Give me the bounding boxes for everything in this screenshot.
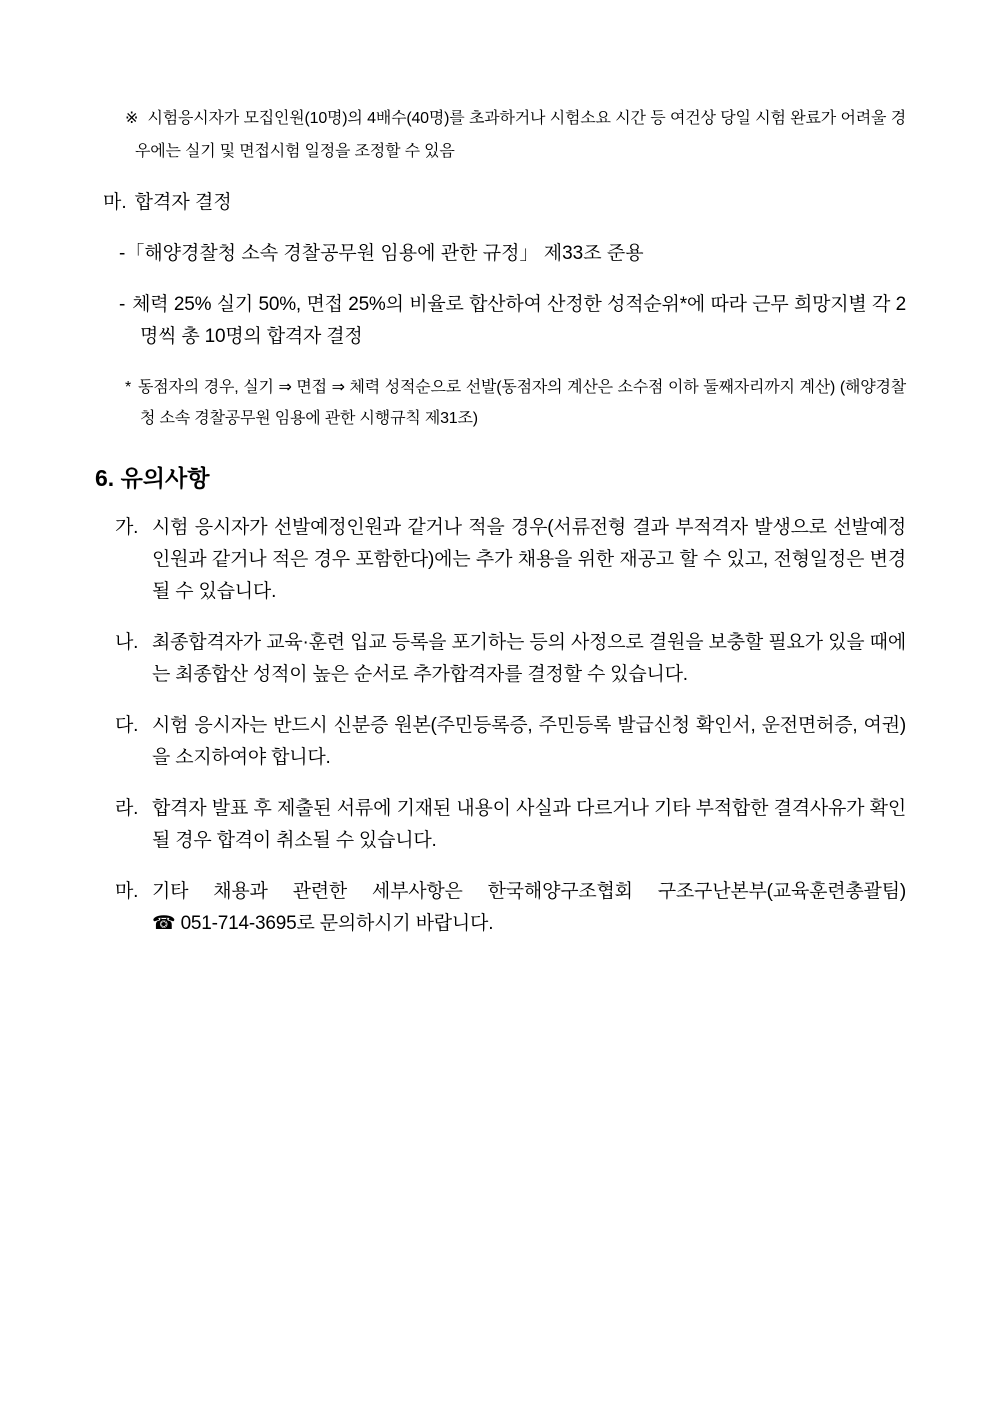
notice-item-text: 시험 응시자는 반드시 신분증 원본(주민등록증, 주민등록 발급신청 확인서, 운전면허증, 여권)을 소지하여야 합니다.: [152, 715, 906, 768]
phone-tail-text: 문의하시기 바랍니다.: [319, 913, 494, 934]
notice-item: [115, 512, 906, 608]
sub-item-text: 체력 25% 실기 50%, 면접 25%의 비율로 합산하여 산정한 성적순위*에 따라 근무 희망지별 각 2명씩 총 10명의 합격자 결정: [132, 294, 906, 347]
dash-bullet: -: [119, 243, 126, 264]
phone-icon: ☎: [152, 913, 176, 934]
section-heading: 6. 유의사항: [95, 465, 210, 491]
asterisk-mark-icon: *: [125, 379, 132, 396]
notice-item-label: 마.: [115, 881, 139, 902]
notice-item-label: 라.: [115, 798, 139, 819]
notice-item-label: 다.: [115, 715, 139, 736]
notice-item: [115, 627, 906, 691]
schedule-note: [125, 102, 906, 168]
reference-mark-icon: ※: [125, 110, 139, 127]
tiebreaker-footnote: [125, 372, 906, 434]
notice-item: [115, 793, 906, 857]
pass-decision-item: [103, 187, 906, 219]
schedule-note-text: 시험응시자가 모집인원(10명)의 4배수(40명)를 초과하거나 시험소요 시간 등 여건상 당일 시험 완료가 어려울 경우에는 실기 및 면접시험 일정을 조정할 수 있음: [135, 110, 906, 160]
dash-bullet: -: [119, 294, 126, 315]
pass-decision-label: 마.: [103, 192, 127, 213]
pass-decision-title: 합격자 결정: [134, 192, 232, 213]
notice-item-label: 나.: [115, 632, 139, 653]
pass-decision-sub-item: [119, 238, 906, 270]
footnote-text: 동점자의 경우, 실기 ⇒ 면접 ⇒ 체력 성적순으로 선발(동점자의 계산은 소수점 이하 둘째자리까지 계산) (해양경찰청 소속 경찰공무원 임용에 관한 시행규칙 제31조): [138, 379, 906, 427]
notice-item: [115, 876, 906, 940]
notice-item-text: 기타 채용과 관련한 세부사항은 한국해양구조협회 구조구난본부(교육훈련총괄팀): [152, 881, 906, 902]
notice-item-text: 최종합격자가 교육·훈련 입교 등록을 포기하는 등의 사정으로 결원을 보충할 필요가 있을 때에는 최종합산 성적이 높은 순서로 추가합격자를 결정할 수 있습니다.: [152, 632, 906, 685]
notice-item: [115, 710, 906, 774]
sub-item-text: 「해양경찰청 소속 경찰공무원 임용에 관한 규정」 제33조 준용: [125, 243, 644, 264]
document-content: [95, 86, 906, 959]
phone-number: 051-714-3695로: [180, 913, 315, 934]
notice-list: [100, 512, 906, 940]
notice-item-text: 합격자 발표 후 제출된 서류에 기재된 내용이 사실과 다르거나 기타 부적합한 결격사유가 확인될 경우 합격이 취소될 수 있습니다.: [152, 798, 906, 851]
pass-decision-sub-item: [119, 289, 906, 353]
notice-item-text: 시험 응시자가 선발예정인원과 같거나 적을 경우(서류전형 결과 부적격자 발생으로 선발예정 인원과 같거나 적은 경우 포함한다)에는 추가 채용을 위한 재공고 할 수 있고, 전형일정은 변경될 수 있습니다.: [152, 517, 906, 602]
notice-item-label: 가.: [115, 517, 139, 538]
